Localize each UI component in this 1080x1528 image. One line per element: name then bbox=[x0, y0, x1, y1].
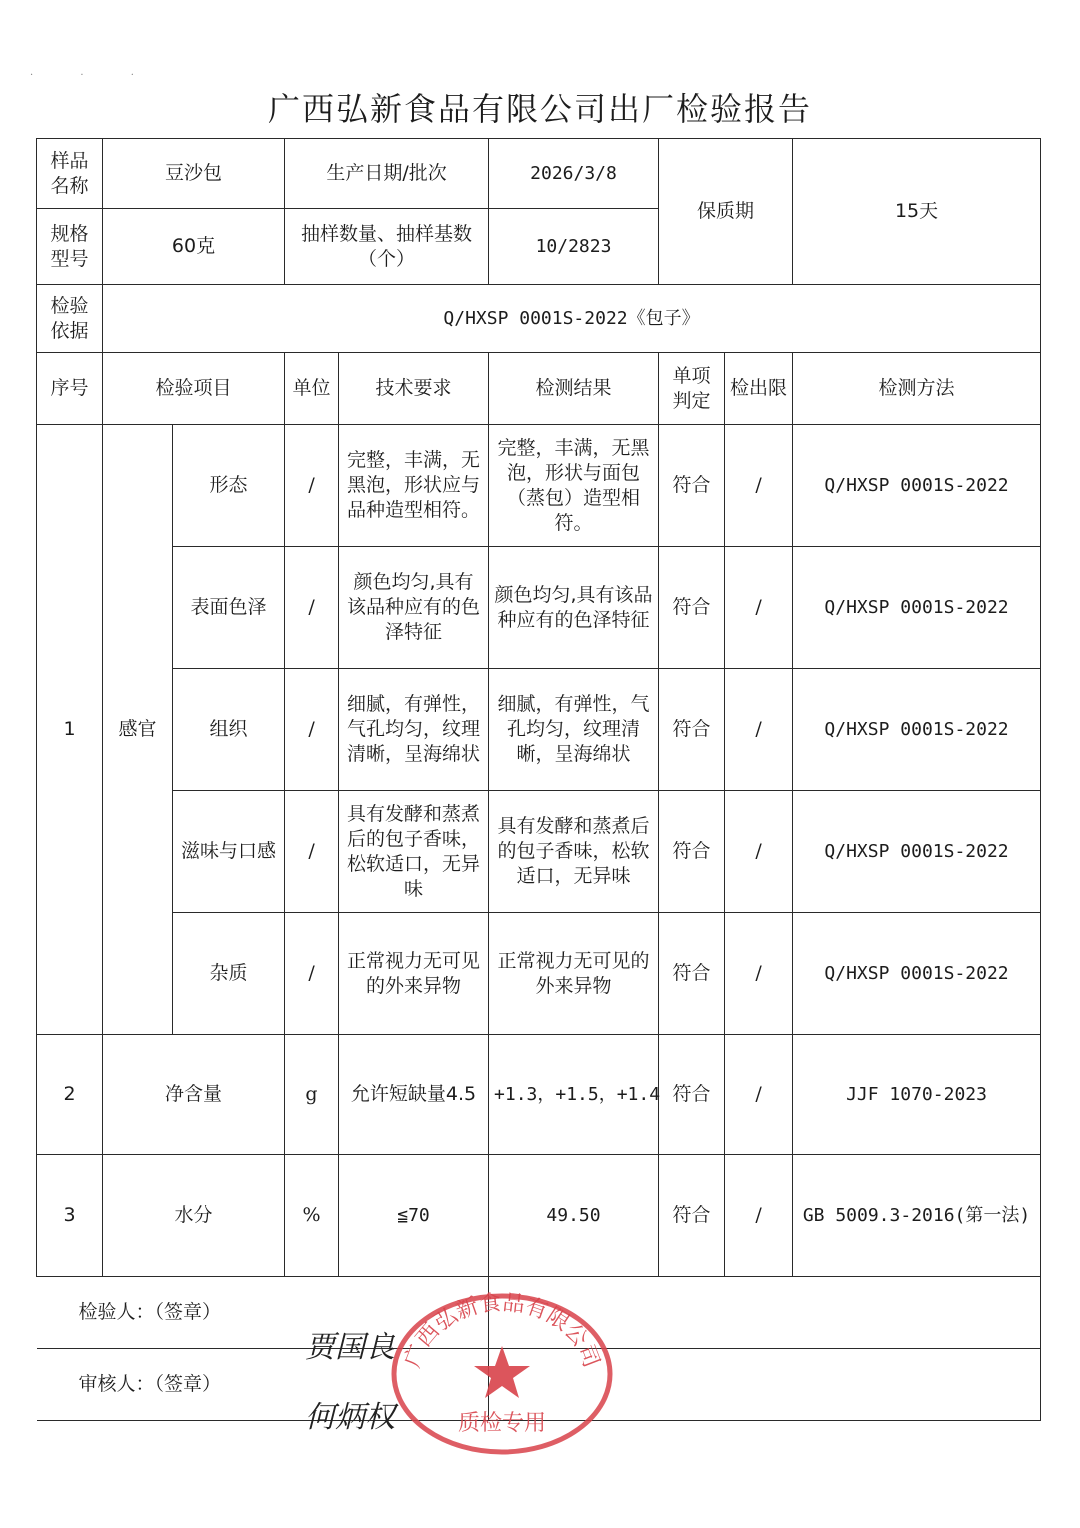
method: JJF 1070-2023 bbox=[793, 1035, 1041, 1155]
item-name: 形态 bbox=[173, 425, 285, 547]
item-name: 组织 bbox=[173, 669, 285, 791]
unit: g bbox=[285, 1035, 339, 1155]
sample-name-value: 豆沙包 bbox=[103, 139, 285, 209]
requirement: 具有发酵和蒸煮后的包子香味，松软适口，无异味 bbox=[339, 791, 489, 913]
col-limit: 检出限 bbox=[725, 353, 793, 425]
basis-label: 检验依据 bbox=[37, 285, 103, 353]
spec-value: 60克 bbox=[103, 209, 285, 285]
seal-text-bottom: 质检专用 bbox=[457, 1411, 547, 1436]
item-name: 表面色泽 bbox=[173, 547, 285, 669]
table-row bbox=[37, 425, 1041, 547]
result: 完整，丰满，无黑泡，形状与面包（蒸包）造型相符。 bbox=[489, 425, 659, 547]
unit: % bbox=[285, 1155, 339, 1277]
table-row bbox=[37, 791, 1041, 913]
item-name: 滋味与口感 bbox=[173, 791, 285, 913]
judge: 符合 bbox=[659, 913, 725, 1035]
reviewer-signature: 何炳权 bbox=[305, 1400, 395, 1435]
method: Q/HXSP 0001S-2022 bbox=[793, 547, 1041, 669]
sensory-no: 1 bbox=[37, 425, 103, 1035]
col-method: 检测方法 bbox=[793, 353, 1041, 425]
col-requirement: 技术要求 bbox=[339, 353, 489, 425]
shelf-life-label: 保质期 bbox=[659, 139, 793, 285]
unit: / bbox=[285, 791, 339, 913]
row-sample-name bbox=[37, 139, 1041, 209]
judge: 符合 bbox=[659, 425, 725, 547]
limit: / bbox=[725, 791, 793, 913]
sampling-label: 抽样数量、抽样基数（个） bbox=[285, 209, 489, 285]
sensory-group: 感官 bbox=[103, 425, 173, 1035]
limit: / bbox=[725, 1035, 793, 1155]
col-no: 序号 bbox=[37, 353, 103, 425]
row-basis bbox=[37, 285, 1041, 353]
requirement: 正常视力无可见的外来异物 bbox=[339, 913, 489, 1035]
result: +1.3，+1.5，+1.4 bbox=[489, 1035, 659, 1155]
col-judge: 单项判定 bbox=[659, 353, 725, 425]
item-name: 杂质 bbox=[173, 913, 285, 1035]
judge: 符合 bbox=[659, 791, 725, 913]
table-row bbox=[37, 669, 1041, 791]
col-unit: 单位 bbox=[285, 353, 339, 425]
requirement: 完整，丰满，无黑泡，形状应与品种造型相符。 bbox=[339, 425, 489, 547]
limit: / bbox=[725, 547, 793, 669]
unit: / bbox=[285, 547, 339, 669]
result: 正常视力无可见的外来异物 bbox=[489, 913, 659, 1035]
judge: 符合 bbox=[659, 1155, 725, 1277]
item-name: 净含量 bbox=[103, 1035, 285, 1155]
row-no: 2 bbox=[37, 1035, 103, 1155]
table-row bbox=[37, 547, 1041, 669]
method: GB 5009.3-2016(第一法) bbox=[793, 1155, 1041, 1277]
star-icon bbox=[474, 1346, 530, 1398]
basis-value: Q/HXSP 0001S-2022《包子》 bbox=[103, 285, 1041, 353]
report-title: 广西弘新食品有限公司出厂检验报告 bbox=[267, 90, 812, 128]
reviewer-label: 审核人：（签章） bbox=[37, 1349, 489, 1421]
scan-specks: · · · bbox=[30, 70, 156, 81]
inspection-table bbox=[36, 138, 1041, 1421]
unit: / bbox=[285, 913, 339, 1035]
prod-date-value: 2026/3/8 bbox=[489, 139, 659, 209]
method: Q/HXSP 0001S-2022 bbox=[793, 791, 1041, 913]
inspector-label: 检验人：（签章） bbox=[37, 1277, 489, 1349]
inspector-signature: 贾国良 bbox=[305, 1330, 395, 1365]
limit: / bbox=[725, 669, 793, 791]
seal-text-top: 广西弘新食品有限公司 bbox=[400, 1290, 604, 1372]
table-row bbox=[37, 1155, 1041, 1277]
requirement: 允许短缺量4.5 bbox=[339, 1035, 489, 1155]
method: Q/HXSP 0001S-2022 bbox=[793, 425, 1041, 547]
shelf-life-value: 15天 bbox=[793, 139, 1041, 285]
requirement: 细腻，有弹性，气孔均匀，纹理清晰，呈海绵状 bbox=[339, 669, 489, 791]
col-result: 检测结果 bbox=[489, 353, 659, 425]
limit: / bbox=[725, 1155, 793, 1277]
company-seal bbox=[388, 1288, 616, 1456]
prod-date-label: 生产日期/批次 bbox=[285, 139, 489, 209]
item-name: 水分 bbox=[103, 1155, 285, 1277]
judge: 符合 bbox=[659, 1035, 725, 1155]
judge: 符合 bbox=[659, 547, 725, 669]
spec-label: 规格型号 bbox=[37, 209, 103, 285]
requirement: 颜色均匀,具有该品种应有的色泽特征 bbox=[339, 547, 489, 669]
method: Q/HXSP 0001S-2022 bbox=[793, 669, 1041, 791]
judge: 符合 bbox=[659, 669, 725, 791]
row-column-headers bbox=[37, 353, 1041, 425]
sampling-value: 10/2823 bbox=[489, 209, 659, 285]
result: 细腻，有弹性，气孔均匀，纹理清晰，呈海绵状 bbox=[489, 669, 659, 791]
unit: / bbox=[285, 425, 339, 547]
limit: / bbox=[725, 913, 793, 1035]
requirement: ≦70 bbox=[339, 1155, 489, 1277]
col-item: 检验项目 bbox=[103, 353, 285, 425]
table-row bbox=[37, 1035, 1041, 1155]
result: 49.50 bbox=[489, 1155, 659, 1277]
row-no: 3 bbox=[37, 1155, 103, 1277]
sample-name-label: 样品名称 bbox=[37, 139, 103, 209]
limit: / bbox=[725, 425, 793, 547]
result: 具有发酵和蒸煮后的包子香味，松软适口，无异味 bbox=[489, 791, 659, 913]
table-row bbox=[37, 913, 1041, 1035]
result: 颜色均匀,具有该品种应有的色泽特征 bbox=[489, 547, 659, 669]
method: Q/HXSP 0001S-2022 bbox=[793, 913, 1041, 1035]
unit: / bbox=[285, 669, 339, 791]
